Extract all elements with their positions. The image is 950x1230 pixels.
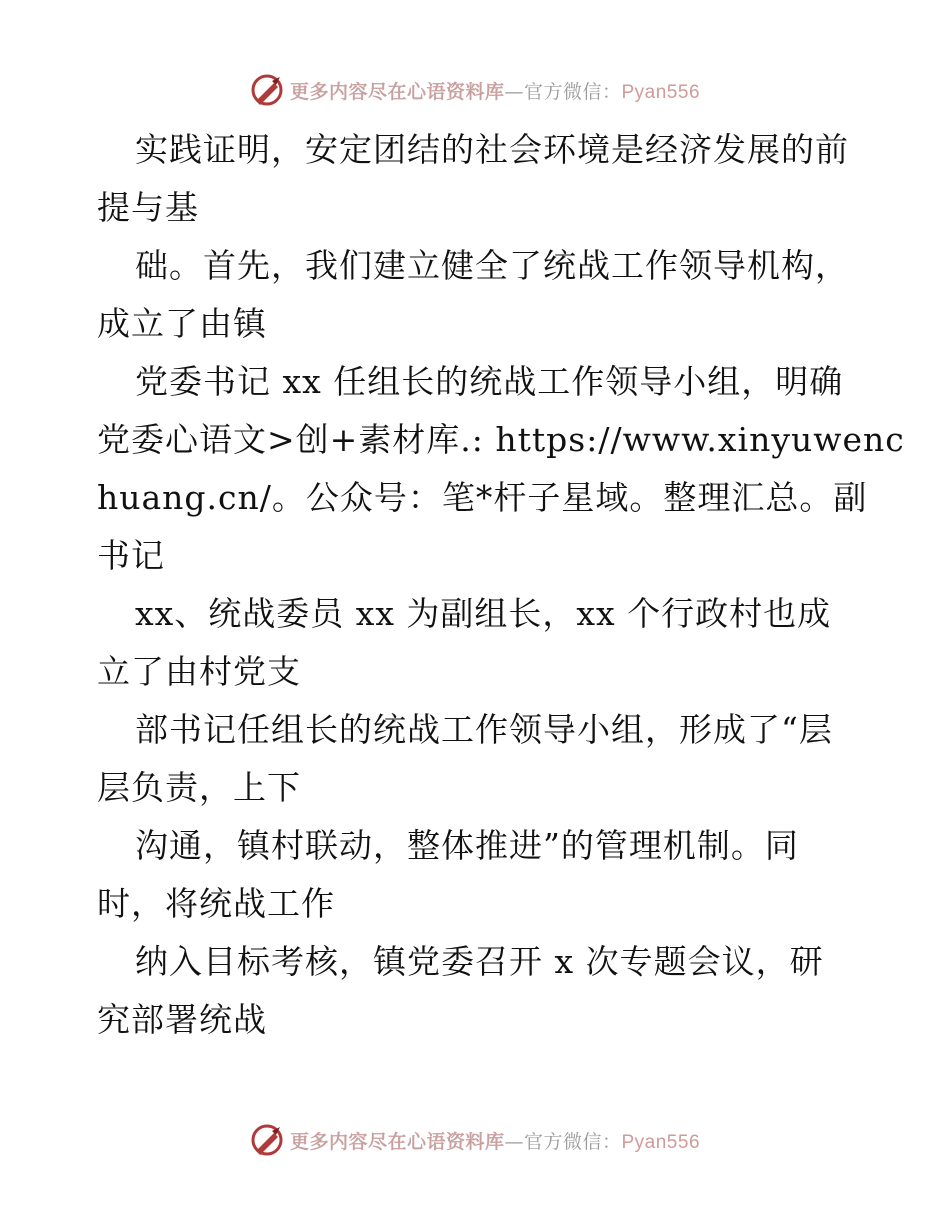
text-line: 提与基 bbox=[97, 188, 199, 227]
footer-watermark-banner bbox=[0, 1120, 950, 1160]
text-line: 究部署统战 bbox=[97, 1000, 267, 1039]
pen-logo-icon bbox=[250, 73, 284, 107]
text-line: 成立了由镇 bbox=[97, 304, 267, 343]
text-line: 党委书记 xx 任组长的统战工作领导小组，明确 bbox=[135, 362, 844, 401]
text-line: huang.cn/。公众号：笔*杆子星域。整理汇总。副 bbox=[97, 478, 868, 517]
banner-text: 更多内容尽在心语资料库—官方微信：Pyan556 bbox=[289, 1130, 701, 1153]
text-line: 层负责，上下 bbox=[97, 768, 301, 807]
banner-text: 更多内容尽在心语资料库—官方微信：Pyan556 bbox=[289, 80, 701, 103]
text-line: 础。首先，我们建立健全了统战工作领导机构， bbox=[135, 246, 849, 285]
text-line: xx、统战委员 xx 为副组长，xx 个行政村也成 bbox=[135, 594, 832, 633]
pen-logo-icon bbox=[250, 1123, 284, 1157]
text-line: 沟通，镇村联动，整体推进”的管理机制。同 bbox=[135, 826, 799, 865]
document-body bbox=[97, 121, 905, 1049]
text-line: 纳入目标考核，镇党委召开 x 次专题会议，研 bbox=[135, 942, 824, 981]
text-line: 部书记任组长的统战工作领导小组，形成了“层 bbox=[135, 710, 833, 749]
text-line: 实践证明，安定团结的社会环境是经济发展的前 bbox=[135, 130, 849, 169]
text-line: 立了由村党支 bbox=[97, 652, 301, 691]
text-line: 时，将统战工作 bbox=[97, 884, 335, 923]
text-line: 党委心语文>创+素材库.: https://www.xinyuwenc bbox=[97, 420, 905, 459]
header-watermark-banner bbox=[0, 70, 950, 110]
text-line: 书记 bbox=[97, 536, 165, 575]
